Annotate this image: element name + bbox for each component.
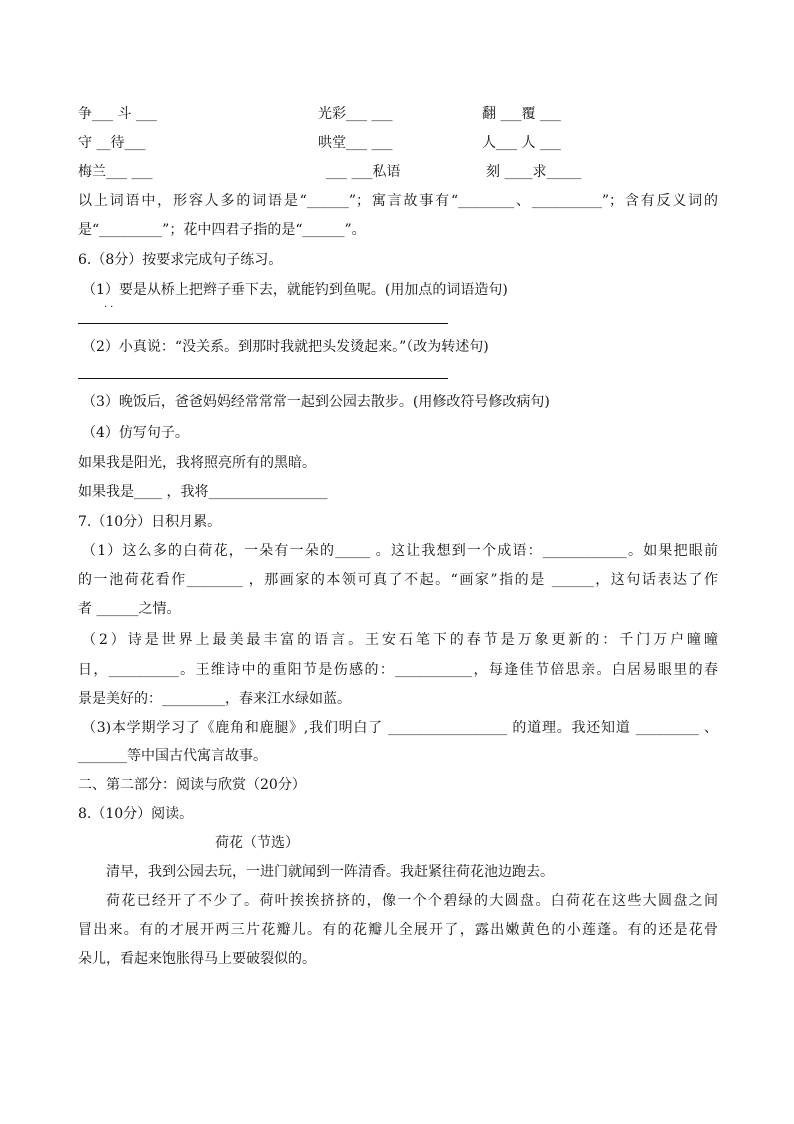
question-item: （1）要是从桥上把辫子垂下去，就能钓到鱼呢。(用加点的词语造句) xyxy=(82,282,508,298)
question-text: 的一池荷花看作________ ，那画家的本领可真了不起。“画家”指的是 ______，这句话表达了作 xyxy=(78,572,718,588)
question-item: （4）仿写句子。 xyxy=(82,425,189,441)
question-title: 8.（10分）阅读。 xyxy=(78,806,194,822)
passage-paragraph: 荷花已经开了不少了。荷叶挨挨挤挤的，像一个个碧绿的大圆盘。白荷花在这些大圆盘之间 xyxy=(106,893,718,909)
question-text: （1）这么多的白荷花，一朵有一朵的_____ 。这让我想到一个成语：____________。如果把眼前 xyxy=(82,543,718,559)
word-cell: 翻 ___覆 ___ xyxy=(482,106,561,122)
word-cell: 刻 ____求_____ xyxy=(486,164,582,180)
question-text: _______等中国古代寓言故事。 xyxy=(78,748,267,764)
question-title: 6.（8分）按要求完成句子练习。 xyxy=(78,252,283,268)
question-text: 景是美好的：_________，春来江水绿如蓝。 xyxy=(78,691,351,707)
section-heading: 二、第二部分：阅读与欣赏（20分） xyxy=(78,777,306,793)
question-item: （3）晚饭后，爸爸妈妈经常常常一起到公园去散步。(用修改符号修改病句) xyxy=(82,394,550,410)
answer-line xyxy=(78,378,448,379)
word-cell: 梅兰___ ___ xyxy=(78,164,153,180)
question-text: （3)本学期学习了《鹿角和鹿腿》,我们明白了 _________________ 的道理。我还知道 _________ 、 xyxy=(82,720,718,736)
question-text: 日，__________。王维诗中的重阳节是伤感的：___________，每逢佳节倍思亲。白居易眼里的春 xyxy=(78,662,718,678)
question-text: 以上词语中，形容人多的词语是“______”；寓言故事有“________、__________”；含有反义词的 xyxy=(78,193,718,209)
word-cell: 人___ 人 ___ xyxy=(482,135,561,151)
word-cell: ___ ___私语 xyxy=(326,164,401,180)
question-item: （2）小真说：“没关系。到那时我就把头发烫起来。”（改为转述句) xyxy=(82,339,489,355)
word-cell: 光彩___ ___ xyxy=(318,106,393,122)
question-title: 7.（10分）日积月累。 xyxy=(78,514,222,530)
word-cell: 守 __待___ xyxy=(78,135,146,151)
passage-paragraph: 冒出来。有的才展开两三片花瓣儿。有的花瓣儿全展开了，露出嫩黄色的小莲蓬。有的还是花骨 xyxy=(78,922,718,938)
word-cell: 争___ 斗 ___ xyxy=(78,106,157,122)
question-text: 者 ______之情。 xyxy=(78,601,181,617)
passage-paragraph: 清早，我到公园去玩，一进门就闻到一阵清香。我赶紧往荷花池边跑去。 xyxy=(106,864,554,880)
question-text: （2）诗是世界上最美最丰富的语言。王安石笔下的春节是万象更新的：千门万户曈曈 xyxy=(82,632,718,648)
imitation-sentence: 如果我是____ ，我将_________________ xyxy=(78,484,328,500)
word-cell: 哄堂___ ___ xyxy=(318,135,393,151)
passage-title: 荷花（节选） xyxy=(215,835,299,851)
passage-paragraph: 朵儿，看起来饱胀得马上要破裂似的。 xyxy=(78,951,316,967)
emphasis-dots: ·· xyxy=(104,302,117,313)
example-sentence: 如果我是阳光，我将照亮所有的黑暗。 xyxy=(78,455,316,471)
question-text: 是“_________”；花中四君子指的是“______”。 xyxy=(78,222,366,238)
answer-line xyxy=(78,323,448,324)
